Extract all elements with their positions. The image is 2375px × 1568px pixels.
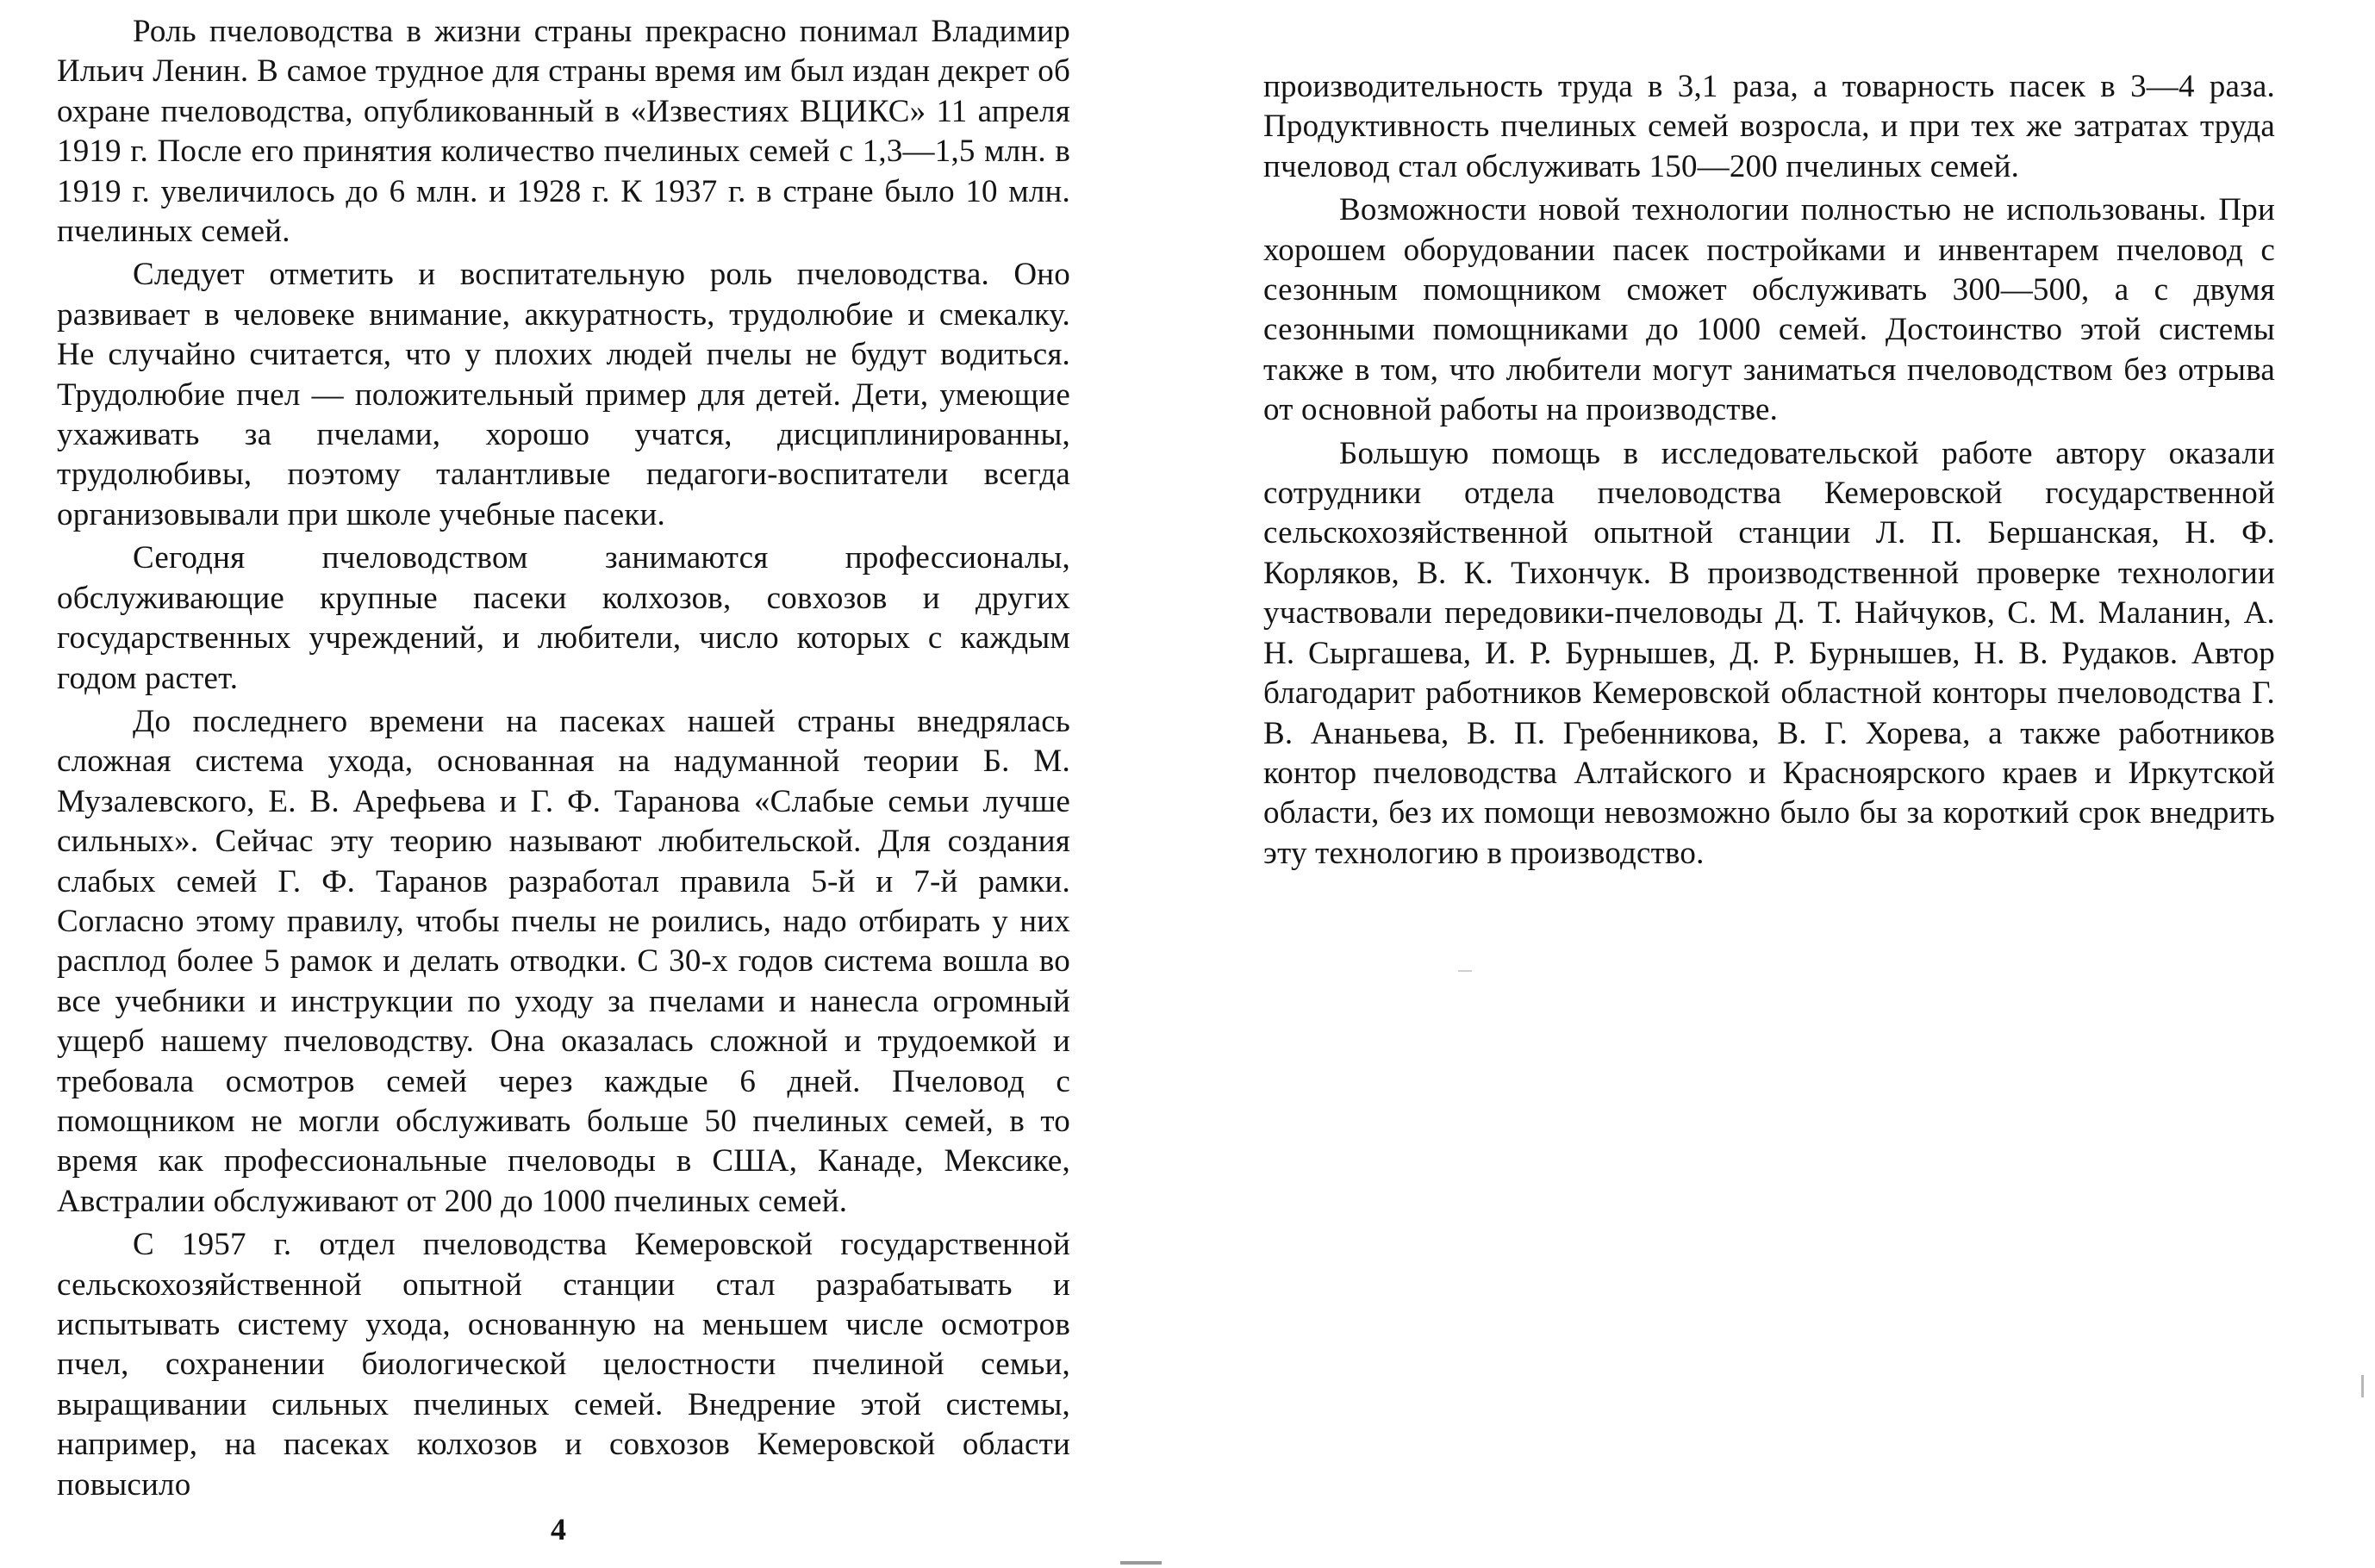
right-text-column xyxy=(1263,67,2275,877)
paragraph-professionals-amateurs: Сегодня пчеловодством занимаются профессионалы, обслуживающие крупные пасеки колхозов, совхозов и других государственных учреждений, и любители, число которых с каждым годом растет. xyxy=(57,540,1070,696)
page-number: 4 xyxy=(551,1512,566,1546)
paragraph-kemerovo-station: С 1957 г. отдел пчеловодства Кемеровской государственной сельскохозяйственной опытной станции стал разрабатывать и испытывать систему ухода, основанную на меньшем числе осмотров пчел, сохранении биологической целостности пчелиной семьи, выращивании сильных пчелиных семей. Внедрение этой системы, например, на пасеках колхозов и совхозов Кемеровской области повысило xyxy=(57,1227,1070,1503)
gutter-mark xyxy=(1120,1561,1162,1565)
paragraph-technology-possibilities: Возможности новой технологии полностью не использованы. При хорошем оборудовании пасек постройками и инвентарем пчеловод с сезонным помощником сможет обслуживать 300—500, а с двумя сезонными помощниками до 1000 семей. Достоинство этой системы также в том, что любители могут заниматься пчеловодством без отрыва от основной работы на производстве. xyxy=(1263,192,2275,428)
paragraph-acknowledgements: Большую помощь в исследовательской работе автору оказали сотрудники отдела пчеловодства Кемеровской государственной сельскохозяйственной опытной станции Л. П. Бершанская, Н. Ф. Корляков, В. К. Тихончук. В производственной проверке технологии участвовали передовики-пчеловоды Д. Т. Найчуков, С. М. Маланин, А. Н. Сыргашева, И. Р. Бурнышев, Д. Р. Бурнышев, Н. В. Рудаков. Автор благодарит работников Кемеровской областной конторы пчеловодства Г. В. Ананьева, В. П. Гребенникова, В. Г. Хорева, а также работников контор пчеловодства Алтайского и Красноярского краев и Иркутской области, без их помощи невозможно было бы за короткий срок внедрить эту технологию в производство. xyxy=(1263,435,2275,871)
paragraph-productivity-continued: производительность труда в 3,1 раза, а товарность пасек в 3—4 раза. Продуктивность пчелиных семей возросла, и при тех же затратах труда пчеловод стал обслуживать 150—200 пчелиных семей. xyxy=(1263,69,2275,184)
scan-speck xyxy=(1458,970,1472,972)
paragraph-educational-role: Следует отметить и воспитательную роль пчеловодства. Оно развивает в человеке внимание, аккуратность, трудолюбие и смекалку. Не случайно считается, что у плохих людей пчелы не будут водиться. Трудолюбие пчел — положительный пример для детей. Дети, умеющие ухаживать за пчелами, хорошо учатся, дисциплинированны, трудолюбивы, поэтому талантливые педагоги-воспитатели всегда организовывали при школе учебные пасеки. xyxy=(57,257,1070,532)
paragraph-lenin-decree: Роль пчеловодства в жизни страны прекрасно понимал Владимир Ильич Ленин. В самое трудное для страны время им был издан декрет об охране пчеловодства, опубликованный в «Известиях ВЦИКС» 11 апреля 1919 г. После его принятия количество пчелиных семей с 1,3—1,5 млн. в 1919 г. увеличилось до 6 млн. и 1928 г. К 1937 г. в стране было 10 млн. пчелиных семей. xyxy=(57,14,1070,250)
left-text-column xyxy=(57,12,1070,1509)
edge-scan-mark xyxy=(2361,1375,2364,1397)
paragraph-old-system: До последнего времени на пасеках нашей страны внедрялась сложная система ухода, основанная на надуманной теории Б. М. Музалевского, Е. В. Арефьева и Г. Ф. Таранова «Слабые семьи лучше сильных». Сейчас эту теорию называют любительской. Для создания слабых семей Г. Ф. Таранов разработал правила 5-й и 7-й рамки. Согласно этому правилу, чтобы пчелы не роились, надо отбирать у них расплод более 5 рамок и делать отводки. С 30-х годов система вошла во все учебники и инструкции по уходу за пчелами и нанесла огромный ущерб нашему пчеловодству. Она оказалась сложной и трудоемкой и требовала осмотров семей через каждые 6 дней. Пчеловод с помощником не могли обслуживать больше 50 пчелиных семей, в то время как профессиональные пчеловоды в США, Канаде, Мексике, Австралии обслуживают от 200 до 1000 пчелиных семей. xyxy=(57,703,1070,1219)
right-page xyxy=(1188,0,2375,1568)
